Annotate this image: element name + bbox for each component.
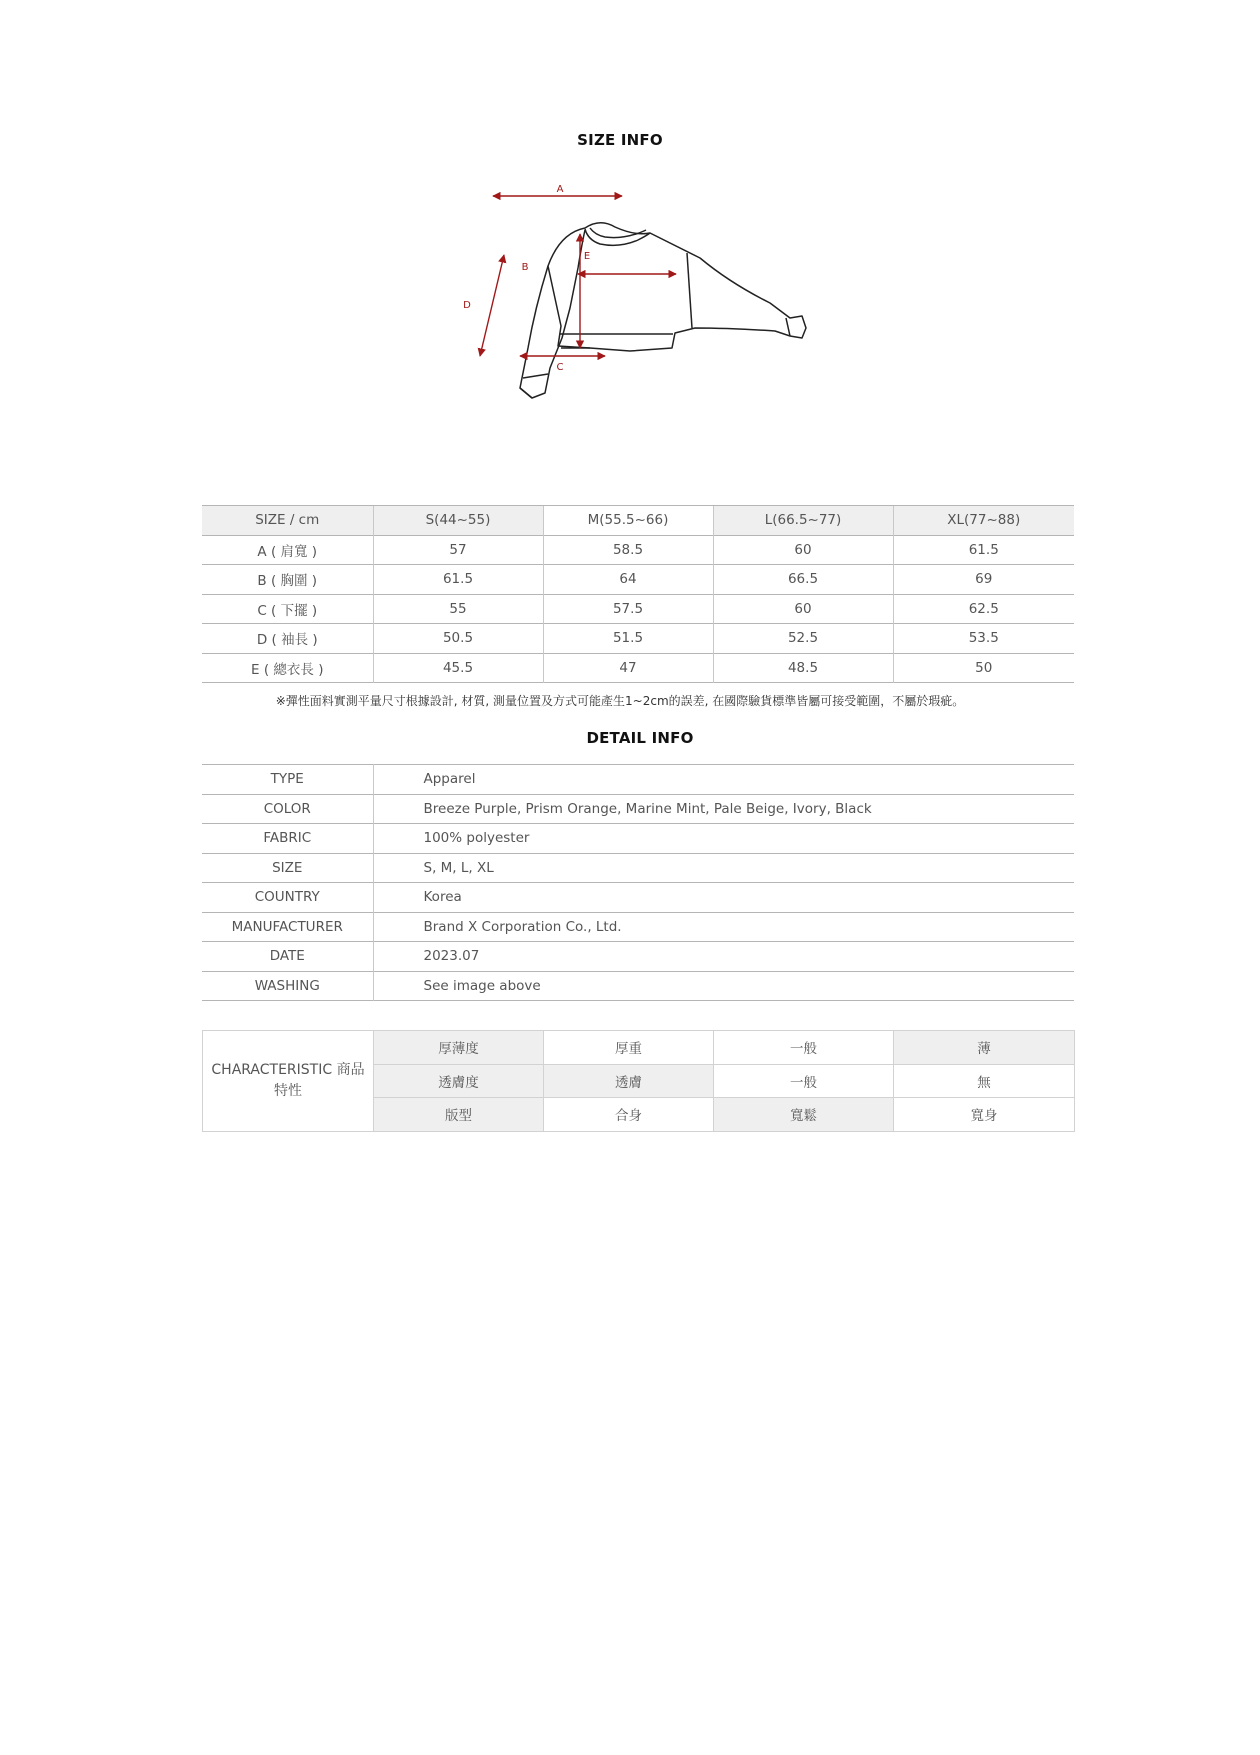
cell: 48.5 — [713, 653, 893, 683]
cell: 64 — [543, 565, 713, 595]
detail-value: Apparel — [373, 765, 1074, 795]
detail-value: See image above — [373, 971, 1074, 1001]
table-row — [202, 942, 1074, 972]
header-cell: S(44~55) — [373, 506, 543, 536]
table-row — [202, 594, 1074, 624]
detail-label: DATE — [202, 942, 373, 972]
detail-value: S, M, L, XL — [373, 853, 1074, 883]
size-info-title: SIZE INFO — [577, 131, 663, 149]
header-cell: XL(77~88) — [893, 506, 1074, 536]
cell: 57 — [373, 535, 543, 565]
table-row — [202, 971, 1074, 1001]
cell: 60 — [713, 535, 893, 565]
table-row — [202, 883, 1074, 913]
table-row — [202, 824, 1074, 854]
table-row — [202, 653, 1074, 683]
cell: 51.5 — [543, 624, 713, 654]
detail-info-title: DETAIL INFO — [586, 729, 694, 747]
characteristic-option: 一般 — [714, 1064, 894, 1098]
characteristic-option: 寬身 — [894, 1098, 1075, 1132]
cell: 62.5 — [893, 594, 1074, 624]
cell: 66.5 — [713, 565, 893, 595]
cell: 50.5 — [373, 624, 543, 654]
detail-label: COUNTRY — [202, 883, 373, 913]
label-b: B — [521, 262, 529, 273]
label-c: C — [556, 362, 564, 373]
characteristic-name: 版型 — [374, 1098, 544, 1132]
cell: 50 — [893, 653, 1074, 683]
characteristic-option: 合身 — [544, 1098, 714, 1132]
detail-label: COLOR — [202, 794, 373, 824]
table-row — [202, 853, 1074, 883]
detail-label: FABRIC — [202, 824, 373, 854]
header-cell: L(66.5~77) — [713, 506, 893, 536]
cell: 55 — [373, 594, 543, 624]
detail-label: WASHING — [202, 971, 373, 1001]
detail-value: 2023.07 — [373, 942, 1074, 972]
measurement-arrows — [480, 196, 676, 356]
cell: 47 — [543, 653, 713, 683]
size-table-header — [202, 506, 1074, 536]
header-cell: M(55.5~66) — [543, 506, 713, 536]
sweatshirt-diagram — [463, 184, 820, 418]
characteristic-option-selected: 寬鬆 — [714, 1098, 894, 1132]
cell: 57.5 — [543, 594, 713, 624]
cell: 69 — [893, 565, 1074, 595]
table-row — [202, 912, 1074, 942]
size-table — [202, 505, 1074, 683]
detail-value: Breeze Purple, Prism Orange, Marine Mint, Pale Beige, Ivory, Black — [373, 794, 1074, 824]
cell: 45.5 — [373, 653, 543, 683]
table-row — [202, 565, 1074, 595]
row-label: C ( 下擺 ) — [202, 594, 373, 624]
detail-value: Korea — [373, 883, 1074, 913]
table-row — [202, 535, 1074, 565]
characteristic-option-selected: 透膚 — [544, 1064, 714, 1098]
row-label: E ( 總衣長 ) — [202, 653, 373, 683]
row-label: D ( 袖長 ) — [202, 624, 373, 654]
characteristic-table — [202, 1030, 1075, 1132]
table-row — [202, 794, 1074, 824]
characteristic-option: 厚重 — [544, 1031, 714, 1065]
cell: 53.5 — [893, 624, 1074, 654]
characteristic-option: 一般 — [714, 1031, 894, 1065]
row-label: B ( 胸圍 ) — [202, 565, 373, 595]
characteristic-name: 厚薄度 — [374, 1031, 544, 1065]
detail-value: 100% polyester — [373, 824, 1074, 854]
label-d: D — [463, 300, 471, 311]
characteristic-option: 無 — [894, 1064, 1075, 1098]
detail-value: Brand X Corporation Co., Ltd. — [373, 912, 1074, 942]
cell: 61.5 — [373, 565, 543, 595]
label-e: E — [583, 251, 591, 262]
characteristic-label: CHARACTERISTIC 商品特性 — [203, 1031, 374, 1132]
detail-label: MANUFACTURER — [202, 912, 373, 942]
detail-label: SIZE — [202, 853, 373, 883]
detail-label: TYPE — [202, 765, 373, 795]
characteristic-option-selected: 薄 — [894, 1031, 1075, 1065]
table-row — [202, 624, 1074, 654]
cell: 61.5 — [893, 535, 1074, 565]
detail-table — [202, 764, 1074, 1001]
cell: 58.5 — [543, 535, 713, 565]
header-cell: SIZE / cm — [202, 506, 373, 536]
label-a: A — [556, 184, 564, 195]
cell: 60 — [713, 594, 893, 624]
table-row — [203, 1031, 1075, 1065]
row-label: A ( 肩寬 ) — [202, 535, 373, 565]
table-row — [202, 765, 1074, 795]
measurement-note: ※彈性面料實測平量尺寸根據設計, 材質, 測量位置及方式可能產生1~2cm的誤差, 在國際驗貨標準皆屬可接受範圍，不屬於瑕疵。 — [275, 694, 965, 708]
cell: 52.5 — [713, 624, 893, 654]
characteristic-name: 透膚度 — [374, 1064, 544, 1098]
